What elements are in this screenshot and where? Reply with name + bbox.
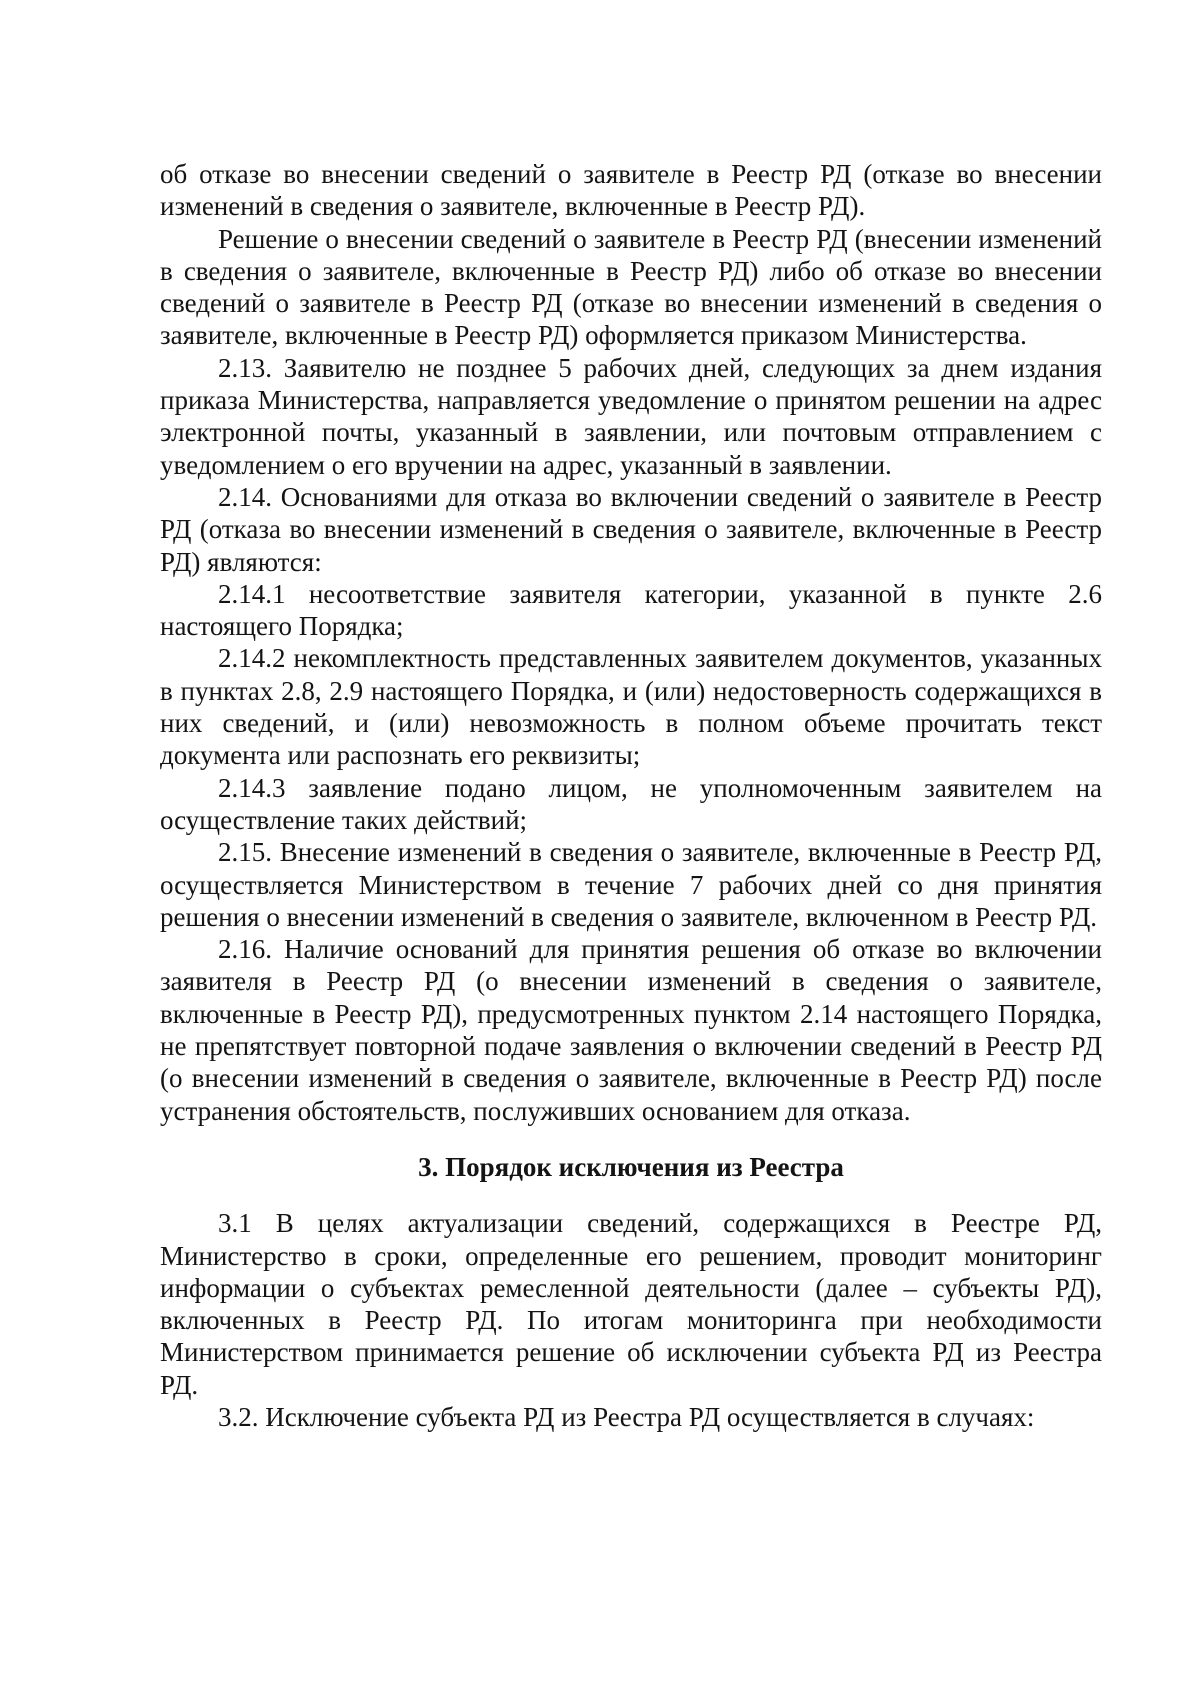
paragraph-2-16: 2.16. Наличие оснований для принятия решения об отказе во включении заявителя в Реестр РД (о внесении изменений в сведения о заявителе, включенные в Реестр РД), предусмотренных пунктом 2.14 настоящего Порядка, не препятствует повторной подаче заявления о включении сведений в Реестр РД (о внесении изменений в сведения о заявителе, включенные в Реестр РД) после устранения обстоятельств, послуживших основанием для отказа. — [160, 934, 1102, 1126]
paragraph-2-14-3: 2.14.3 заявление подано лицом, не уполномоченным заявителем на осуществление таких действий; — [160, 772, 1102, 835]
document-page — [160, 158, 1102, 1433]
paragraph-continuation: об отказе во внесении сведений о заявителе в Реестр РД (отказе во внесении изменений в сведения о заявителе, включенные в Реестр РД). — [160, 159, 1102, 222]
paragraph-2-15: 2.15. Внесение изменений в сведения о заявителе, включенные в Реестр РД, осуществляется Министерством в течение 7 рабочих дней со дня принятия решения о внесении изменений в сведения о заявителе, включенном в Реестр РД. — [160, 837, 1102, 932]
paragraph-2-14: 2.14. Основаниями для отказа во включении сведений о заявителе в Реестр РД (отказа во внесении изменений в сведения о заявителе, включенные в Реестр РД) являются: — [160, 481, 1102, 577]
paragraph-2-14-2: 2.14.2 некомплектность представленных заявителем документов, указанных в пунктах 2.8, 2.9 настоящего Порядка, и (или) недостоверность содержащихся в них сведений, и (или) невозможность в полном объеме прочитать текст документа или распознать его реквизиты; — [160, 643, 1102, 771]
paragraph-3-2: 3.2. Исключение субъекта РД из Реестра РД осуществляется в случаях: — [218, 1401, 1035, 1432]
paragraph-2-13: 2.13. Заявителю не позднее 5 рабочих дней, следующих за днем издания приказа Министерства, направляется уведомление о принятом решении на адрес электронной почты, указанный в заявлении, или почтовым отправлением с уведомлением о его вручении на адрес, указанный в заявлении. — [160, 352, 1102, 480]
paragraph-2-14-1: 2.14.1 несоответствие заявителя категории, указанной в пункте 2.6 настоящего Порядка; — [160, 578, 1102, 642]
section-heading: 3. Порядок исключения из Реестра — [418, 1151, 844, 1182]
paragraph-decision: Решение о внесении сведений о заявителе в Реестр РД (внесении изменений в сведения о заявителе, включенные в Реестр РД) либо об отказе во внесении сведений о заявителе в Реестр РД (отказе во внесении изменений в сведения о заявителе, включенные в Реестр РД) оформляется приказом Министерства. — [160, 223, 1102, 351]
paragraph-3-1: 3.1 В целях актуализации сведений, содержащихся в Реестре РД, Министерство в сроки, определенные его решением, проводит мониторинг информации о субъектах ремесленной деятельности (далее – субъекты РД), включенных в Реестр РД. По итогам мониторинга при необходимости Министерством принимается решение об исключении субъекта РД из Реестра РД. — [160, 1208, 1102, 1400]
